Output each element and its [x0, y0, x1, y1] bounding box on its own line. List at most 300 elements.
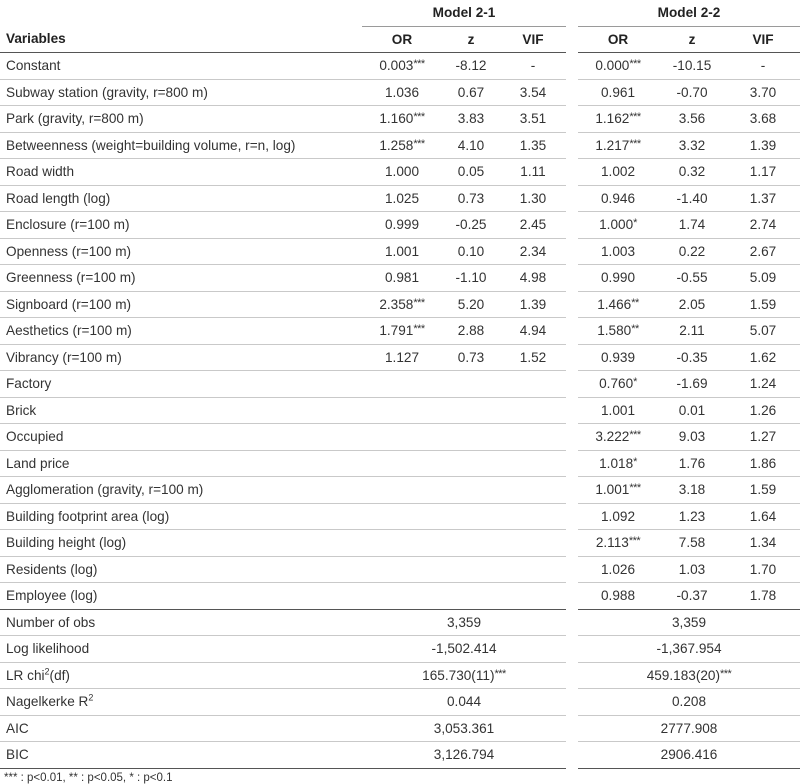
or-value-m2 [578, 106, 658, 133]
stat-row [0, 662, 800, 689]
statistic-value-m1 [362, 609, 566, 636]
vif-value-m1 [500, 530, 566, 557]
or-value-m1 [362, 318, 442, 345]
variable-name: Park (gravity, r=800 m) [0, 106, 362, 133]
statistic-suffix: (df) [49, 667, 70, 683]
table-row [0, 503, 800, 530]
or-number: 0.003 [379, 58, 414, 73]
significance-stars: ** [631, 323, 639, 335]
vif-value-m1 [500, 424, 566, 451]
vif-value-m2: 5.07 [726, 318, 800, 345]
statistic-value-m1 [362, 636, 566, 663]
vif-value-m1: 4.94 [500, 318, 566, 345]
variable-name: Agglomeration (gravity, r=100 m) [0, 477, 362, 504]
vif-value-m2: 2.74 [726, 212, 800, 239]
stat-row [0, 636, 800, 663]
z-value-m1 [442, 503, 500, 530]
row-gap [566, 79, 578, 106]
or-value-m2 [578, 583, 658, 610]
z-header-m1: z [442, 26, 500, 53]
statistic-number: 0.044 [446, 694, 482, 709]
row-gap [566, 106, 578, 133]
or-value-m2 [578, 424, 658, 451]
row-gap [566, 715, 578, 742]
table-row [0, 318, 800, 345]
z-value-m1 [442, 397, 500, 424]
row-gap [566, 424, 578, 451]
table-row [0, 106, 800, 133]
blank-header [0, 0, 362, 26]
statistic-label: BIC [6, 747, 29, 762]
vif-value-m1: 2.45 [500, 212, 566, 239]
statistic-label: Number of obs [6, 614, 96, 630]
or-value-m2 [578, 159, 658, 186]
table-row [0, 530, 800, 557]
statistic-value-m1 [362, 715, 566, 742]
header-gap [566, 0, 578, 26]
variable-name: Vibrancy (r=100 m) [0, 344, 362, 371]
or-number: 0.988 [601, 588, 636, 603]
vif-value-m1: 1.30 [500, 185, 566, 212]
vif-value-m1 [500, 583, 566, 610]
or-number: 2.113 [595, 535, 629, 550]
statistic-label: Nagelkerke R [6, 694, 89, 709]
statistic-label: LR chi [6, 667, 45, 683]
or-value-m1 [362, 583, 442, 610]
or-number: 1.092 [601, 508, 636, 524]
or-number: 0.981 [384, 270, 420, 285]
variable-name: Road length (log) [0, 185, 362, 212]
row-gap [566, 291, 578, 318]
table-row [0, 159, 800, 186]
table-row [0, 424, 800, 451]
or-value-m2 [578, 397, 658, 424]
row-gap [566, 556, 578, 583]
statistic-value-m2 [578, 689, 800, 716]
vif-value-m2: 5.09 [726, 265, 800, 292]
variable-name: Aesthetics (r=100 m) [0, 318, 362, 345]
row-gap [566, 450, 578, 477]
or-value-m2 [578, 53, 658, 80]
variable-name: Building footprint area (log) [0, 503, 362, 530]
statistic-number: 2777.908 [660, 720, 718, 736]
or-value-m1 [362, 265, 442, 292]
or-value-m2 [578, 238, 658, 265]
or-header-m1: OR [362, 26, 442, 53]
table-row [0, 238, 800, 265]
statistic-number: 3,126.794 [433, 747, 495, 762]
model-header-row [0, 0, 800, 26]
or-number: 1.127 [384, 349, 420, 365]
row-gap [566, 238, 578, 265]
vif-value-m2: 1.37 [726, 185, 800, 212]
or-value-m1 [362, 212, 442, 239]
significance-stars: ** [631, 296, 639, 309]
vif-value-m1 [500, 450, 566, 477]
or-value-m2 [578, 530, 658, 557]
row-gap [566, 503, 578, 530]
or-value-m1 [362, 503, 442, 530]
vif-value-m2: - [726, 53, 800, 80]
vif-value-m1: 1.11 [500, 159, 566, 186]
vif-header-m2: VIF [726, 26, 800, 53]
variable-name: Enclosure (r=100 m) [0, 212, 362, 239]
z-value-m1 [442, 556, 500, 583]
statistic-label: AIC [6, 720, 29, 736]
z-value-m2: 0.22 [658, 238, 726, 265]
or-value-m2 [578, 556, 658, 583]
or-value-m1 [362, 344, 442, 371]
significance-stars: * [633, 455, 637, 468]
z-value-m1: 0.73 [442, 185, 500, 212]
statistic-number: 0.208 [672, 694, 707, 709]
or-value-m1 [362, 106, 442, 133]
or-value-m2 [578, 291, 658, 318]
or-number: 1.162 [595, 111, 630, 126]
z-value-m2: 1.76 [658, 450, 726, 477]
variable-name: Greenness (r=100 m) [0, 265, 362, 292]
row-gap [566, 636, 578, 663]
or-value-m1 [362, 238, 442, 265]
vif-value-m1: 3.51 [500, 106, 566, 133]
significance-stars: *** [629, 137, 641, 150]
z-value-m1 [442, 371, 500, 398]
variable-name: Land price [0, 450, 362, 477]
vif-value-m1 [500, 371, 566, 398]
significance-stars: *** [628, 535, 641, 547]
z-value-m2: 2.05 [658, 291, 726, 318]
z-value-m2: -0.35 [658, 344, 726, 371]
row-gap [566, 53, 578, 80]
z-value-m2: -10.15 [658, 53, 726, 80]
statistic-name [0, 636, 362, 663]
z-value-m1 [442, 530, 500, 557]
or-number: 0.990 [601, 270, 636, 285]
table-row [0, 477, 800, 504]
z-value-m1: 0.67 [442, 79, 500, 106]
variable-name: Factory [0, 371, 362, 398]
or-number: 2.358 [379, 296, 414, 312]
significance-stars: *** [720, 667, 732, 680]
z-value-m2: 2.11 [658, 318, 726, 345]
or-number: 0.946 [601, 190, 636, 206]
statistic-value-m1 [362, 742, 566, 769]
statistic-value-m2 [578, 715, 800, 742]
or-number: 0.760 [599, 376, 634, 391]
or-value-m2 [578, 477, 658, 504]
row-gap [566, 265, 578, 292]
or-number: 1.026 [601, 561, 636, 577]
z-value-m2: -0.55 [658, 265, 726, 292]
statistic-number: 3,359 [446, 614, 482, 630]
z-value-m2: 0.32 [658, 159, 726, 186]
stat-row [0, 689, 800, 716]
or-value-m2 [578, 318, 658, 345]
vif-value-m2: 2.67 [726, 238, 800, 265]
vif-value-m2: 1.70 [726, 556, 800, 583]
row-gap [566, 318, 578, 345]
or-number: 1.018 [599, 455, 634, 471]
row-gap [566, 397, 578, 424]
z-value-m1 [442, 450, 500, 477]
z-value-m2: 3.56 [658, 106, 726, 133]
or-number: 1.001 [595, 482, 630, 497]
or-number: 1.025 [384, 190, 420, 206]
statistic-number: 3,053.361 [433, 720, 495, 736]
table-row [0, 371, 800, 398]
statistic-value-m1 [362, 662, 566, 689]
or-value-m1 [362, 371, 442, 398]
z-value-m1: 2.88 [442, 318, 500, 345]
or-number: 0.000 [595, 58, 630, 73]
variable-name: Building height (log) [0, 530, 362, 557]
statistic-name [0, 662, 362, 689]
significance-stars: *** [413, 296, 425, 309]
vif-value-m2: 1.39 [726, 132, 800, 159]
vif-value-m1: 4.98 [500, 265, 566, 292]
z-value-m1: 0.73 [442, 344, 500, 371]
or-value-m1 [362, 530, 442, 557]
z-value-m2: 0.01 [658, 397, 726, 424]
z-value-m1: 0.10 [442, 238, 500, 265]
table-row [0, 212, 800, 239]
variable-name: Employee (log) [0, 583, 362, 610]
or-value-m1 [362, 159, 442, 186]
or-value-m2 [578, 132, 658, 159]
or-value-m2 [578, 265, 658, 292]
table-row [0, 79, 800, 106]
or-number: 1.001 [384, 243, 420, 259]
fit-statistics-rows [0, 609, 800, 768]
statistic-value-m2 [578, 609, 800, 636]
significance-stars: *** [413, 111, 425, 123]
z-value-m2: -1.40 [658, 185, 726, 212]
significance-stars: *** [629, 58, 641, 70]
row-gap [566, 530, 578, 557]
or-number: 1.000 [384, 164, 420, 179]
significance-stars: *** [413, 323, 425, 335]
stat-row [0, 742, 800, 769]
vif-value-m2: 1.59 [726, 291, 800, 318]
significance-stars: * [633, 376, 637, 388]
variable-name: Openness (r=100 m) [0, 238, 362, 265]
or-value-m2 [578, 344, 658, 371]
z-value-m2: 9.03 [658, 424, 726, 451]
or-number: 1.466 [597, 296, 632, 312]
vif-value-m2: 1.62 [726, 344, 800, 371]
or-value-m1 [362, 53, 442, 80]
table-row [0, 185, 800, 212]
superscript: 2 [44, 665, 50, 676]
row-gap [566, 477, 578, 504]
row-gap [566, 609, 578, 636]
or-value-m1 [362, 291, 442, 318]
header-gap [566, 26, 578, 53]
column-header-row [0, 26, 800, 53]
vif-value-m1: 1.35 [500, 132, 566, 159]
or-number: 1.001 [601, 402, 636, 418]
or-value-m2 [578, 185, 658, 212]
significance-stars: *** [413, 137, 425, 150]
z-value-m2: 1.03 [658, 556, 726, 583]
or-value-m1 [362, 79, 442, 106]
vif-value-m1 [500, 397, 566, 424]
statistic-value-m1 [362, 689, 566, 716]
significance-stars: *** [629, 111, 641, 123]
row-gap [566, 212, 578, 239]
or-number: 1.160 [379, 111, 414, 126]
table-row [0, 397, 800, 424]
table-row [0, 556, 800, 583]
statistic-number: 2906.416 [660, 747, 718, 762]
vif-value-m2: 1.17 [726, 159, 800, 186]
or-number: 0.999 [384, 217, 420, 232]
vif-value-m1: 3.54 [500, 79, 566, 106]
or-number: 0.939 [601, 349, 636, 365]
vif-value-m1: 1.52 [500, 344, 566, 371]
or-value-m2 [578, 450, 658, 477]
variable-name: Occupied [0, 424, 362, 451]
statistic-name [0, 742, 362, 769]
vif-value-m2: 1.34 [726, 530, 800, 557]
or-value-m2 [578, 212, 658, 239]
variable-name: Betweenness (weight=building volume, r=n, log) [0, 132, 362, 159]
vif-value-m1 [500, 503, 566, 530]
z-header-m2: z [658, 26, 726, 53]
superscript: 2 [88, 692, 94, 703]
variable-name: Constant [0, 53, 362, 80]
significance-stars: *** [629, 429, 641, 441]
vif-value-m2: 1.59 [726, 477, 800, 504]
z-value-m1: -8.12 [442, 53, 500, 80]
row-gap [566, 662, 578, 689]
or-value-m2 [578, 503, 658, 530]
statistic-value-m2 [578, 662, 800, 689]
vif-value-m2: 1.64 [726, 503, 800, 530]
or-number: 1.258 [379, 137, 414, 153]
stat-row [0, 715, 800, 742]
row-gap [566, 132, 578, 159]
z-value-m2: 1.23 [658, 503, 726, 530]
or-value-m1 [362, 450, 442, 477]
row-gap [566, 742, 578, 769]
or-number: 1.000 [599, 217, 634, 232]
variable-rows [0, 53, 800, 610]
row-gap [566, 159, 578, 186]
or-value-m1 [362, 132, 442, 159]
statistic-name [0, 609, 362, 636]
table-row [0, 265, 800, 292]
z-value-m1 [442, 477, 500, 504]
statistic-number: 165.730(11) [422, 667, 495, 683]
table-row [0, 53, 800, 80]
vif-value-m1: - [500, 53, 566, 80]
table-row [0, 583, 800, 610]
vif-value-m2: 1.24 [726, 371, 800, 398]
vif-value-m2: 1.86 [726, 450, 800, 477]
or-number: 1.002 [601, 164, 636, 179]
vif-value-m2: 3.70 [726, 79, 800, 106]
z-value-m1: 5.20 [442, 291, 500, 318]
z-value-m1: -0.25 [442, 212, 500, 239]
model-2-2-header: Model 2-2 [578, 0, 800, 26]
statistic-number: 459.183(20) [646, 667, 720, 683]
vif-header-m1: VIF [500, 26, 566, 53]
table-row [0, 450, 800, 477]
z-value-m1: -1.10 [442, 265, 500, 292]
z-value-m2: -0.37 [658, 583, 726, 610]
z-value-m1: 0.05 [442, 159, 500, 186]
vif-value-m2: 3.68 [726, 106, 800, 133]
row-gap [566, 371, 578, 398]
statistic-value-m2 [578, 742, 800, 769]
row-gap [566, 185, 578, 212]
or-number: 1.003 [601, 243, 636, 259]
z-value-m2: 7.58 [658, 530, 726, 557]
or-header-m2: OR [578, 26, 658, 53]
z-value-m2: 3.32 [658, 132, 726, 159]
significance-stars: * [633, 217, 637, 229]
or-value-m1 [362, 477, 442, 504]
or-number: 1.791 [379, 323, 414, 338]
row-gap [566, 583, 578, 610]
table-row [0, 344, 800, 371]
z-value-m2: 1.74 [658, 212, 726, 239]
model-2-1-header: Model 2-1 [362, 0, 566, 26]
vif-value-m1 [500, 556, 566, 583]
significance-stars: *** [629, 482, 641, 494]
statistic-label: Log likelihood [6, 641, 90, 656]
statistic-value-m2 [578, 636, 800, 663]
statistic-number: -1,367.954 [656, 641, 722, 656]
or-value-m1 [362, 185, 442, 212]
statistic-name [0, 715, 362, 742]
variable-name: Road width [0, 159, 362, 186]
z-value-m1 [442, 583, 500, 610]
or-number: 0.961 [601, 84, 636, 100]
statistic-number: -1,502.414 [431, 641, 497, 656]
vif-value-m1: 2.34 [500, 238, 566, 265]
table-row [0, 132, 800, 159]
z-value-m2: -0.70 [658, 79, 726, 106]
significance-footnote: *** : p<0.01, ** : p<0.05, * : p<0.1 [4, 771, 173, 784]
or-value-m1 [362, 424, 442, 451]
z-value-m1 [442, 424, 500, 451]
significance-stars: *** [413, 58, 425, 70]
variable-name: Signboard (r=100 m) [0, 291, 362, 318]
statistic-number: 3,359 [672, 614, 707, 630]
significance-stars: *** [494, 667, 506, 680]
or-number: 3.222 [595, 429, 630, 444]
statistic-name [0, 689, 362, 716]
vif-value-m2: 1.27 [726, 424, 800, 451]
variables-header: Variables [0, 26, 362, 53]
variable-name: Residents (log) [0, 556, 362, 583]
row-gap [566, 689, 578, 716]
or-value-m1 [362, 397, 442, 424]
z-value-m2: 3.18 [658, 477, 726, 504]
table-row [0, 291, 800, 318]
or-number: 1.036 [384, 84, 420, 100]
row-gap [566, 344, 578, 371]
z-value-m2: -1.69 [658, 371, 726, 398]
or-value-m2 [578, 79, 658, 106]
vif-value-m2: 1.26 [726, 397, 800, 424]
or-number: 1.217 [595, 137, 630, 153]
vif-value-m1 [500, 477, 566, 504]
vif-value-m2: 1.78 [726, 583, 800, 610]
z-value-m1: 4.10 [442, 132, 500, 159]
